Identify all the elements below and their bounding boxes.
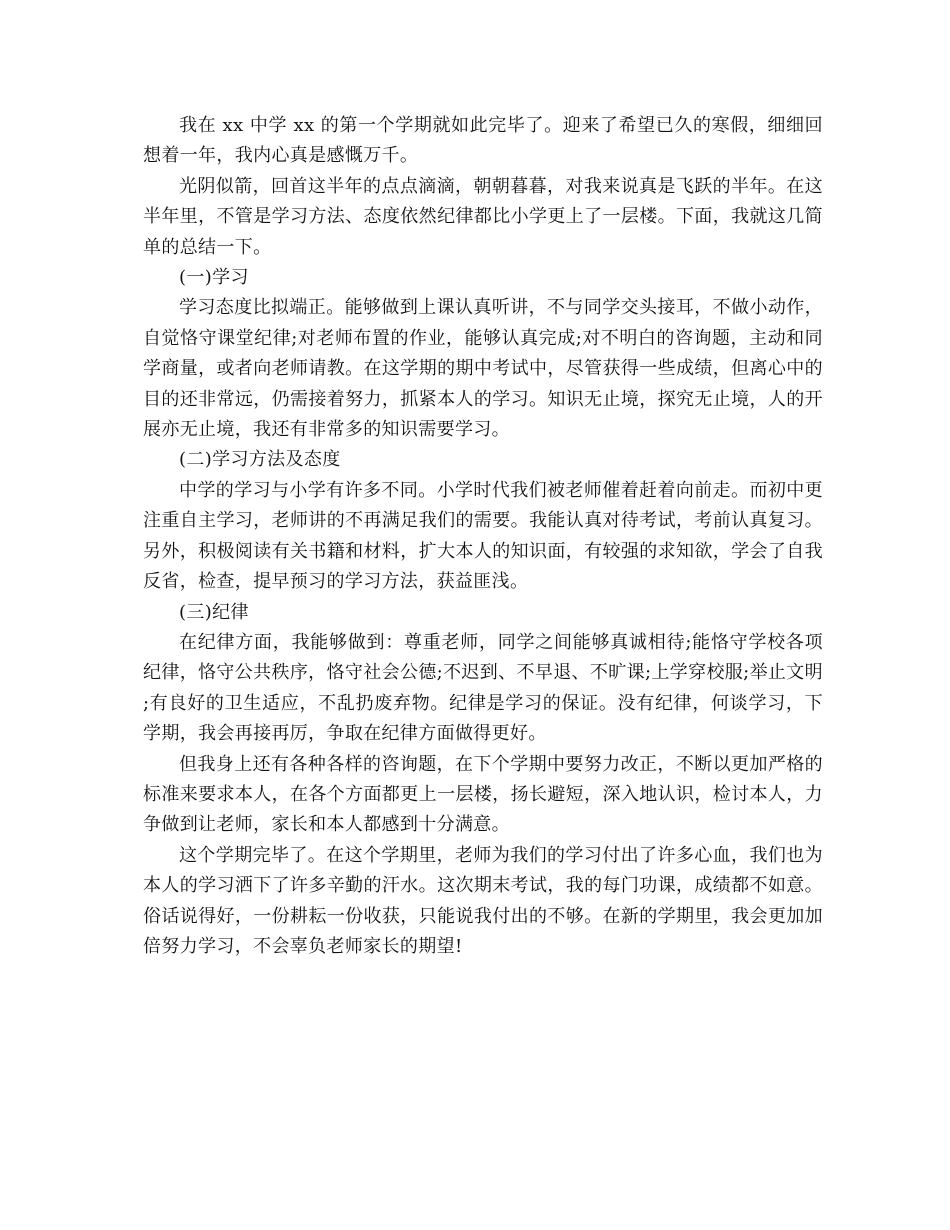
paragraph-improvement: 但我身上还有各种各样的咨询题，在下个学期中要努力改正，不断以更加严格的标准来要求本人，在各个方面都更上一层楼，扬长避短，深入地认识，检讨本人，力争做到让老师，家长和本人都感到十分满意。 <box>143 753 823 836</box>
section-heading-study: (一)学习 <box>179 267 249 289</box>
paragraph-study: 学习态度比拟端正。能够做到上课认真听讲，不与同学交头接耳，不做小动作，自觉恪守课堂纪律;对老师布置的作业，能够认真完成;对不明白的咨询题，主动和同学商量，或者向老师请教。在这学期的期中考试中，尽管获得一些成绩，但离心中的目的还非常远，仍需接着努力，抓紧本人的学习。知识无止境，探究无止境，人的开展亦无止境，我还有非常多的知识需要学习。 <box>143 297 823 441</box>
paragraph-intro: 我在 xx 中学 xx 的第一个学期就如此完毕了。迎来了希望已久的寒假，细细回想着一年，我内心真是感慨万千。 <box>143 115 823 167</box>
section-heading-discipline: (三)纪律 <box>179 601 249 623</box>
section-heading-methods: (二)学习方法及态度 <box>179 449 341 471</box>
paragraph-discipline: 在纪律方面，我能够做到：尊重老师，同学之间能够真诚相待;能恪守学校各项纪律，恪守公共秩序，恪守社会公德;不迟到、不早退、不旷课;上学穿校服;举止文明;有良好的卫生适应，不乱扔废弃物。纪律是学习的保证。没有纪律，何谈学习，下学期，我会再接再厉，争取在纪律方面做得更好。 <box>143 631 823 745</box>
paragraph-conclusion: 这个学期完毕了。在这个学期里，老师为我们的学习付出了许多心血，我们也为本人的学习洒下了许多辛勤的汗水。这次期末考试，我的每门功课，成绩都不如意。俗话说得好，一份耕耘一份收获，只能说我付出的不够。在新的学期里，我会更加加倍努力学习，不会辜负老师家长的期望! <box>143 844 823 957</box>
paragraph-overview: 光阴似箭，回首这半年的点点滴滴，朝朝暮暮，对我来说真是飞跃的半年。在这半年里，不管是学习方法、态度依然纪律都比小学更上了一层楼。下面，我就这几简单的总结一下。 <box>143 175 823 258</box>
paragraph-methods: 中学的学习与小学有许多不同。小学时代我们被老师催着赶着向前走。而初中更注重自主学习，老师讲的不再满足我们的需要。我能认真对待考试，考前认真复习。另外，积极阅读有关书籍和材料，扩大本人的知识面，有较强的求知欲，学会了自我反省，检查，提早预习的学习方法，获益匪浅。 <box>143 479 823 593</box>
document-page <box>143 111 823 962</box>
